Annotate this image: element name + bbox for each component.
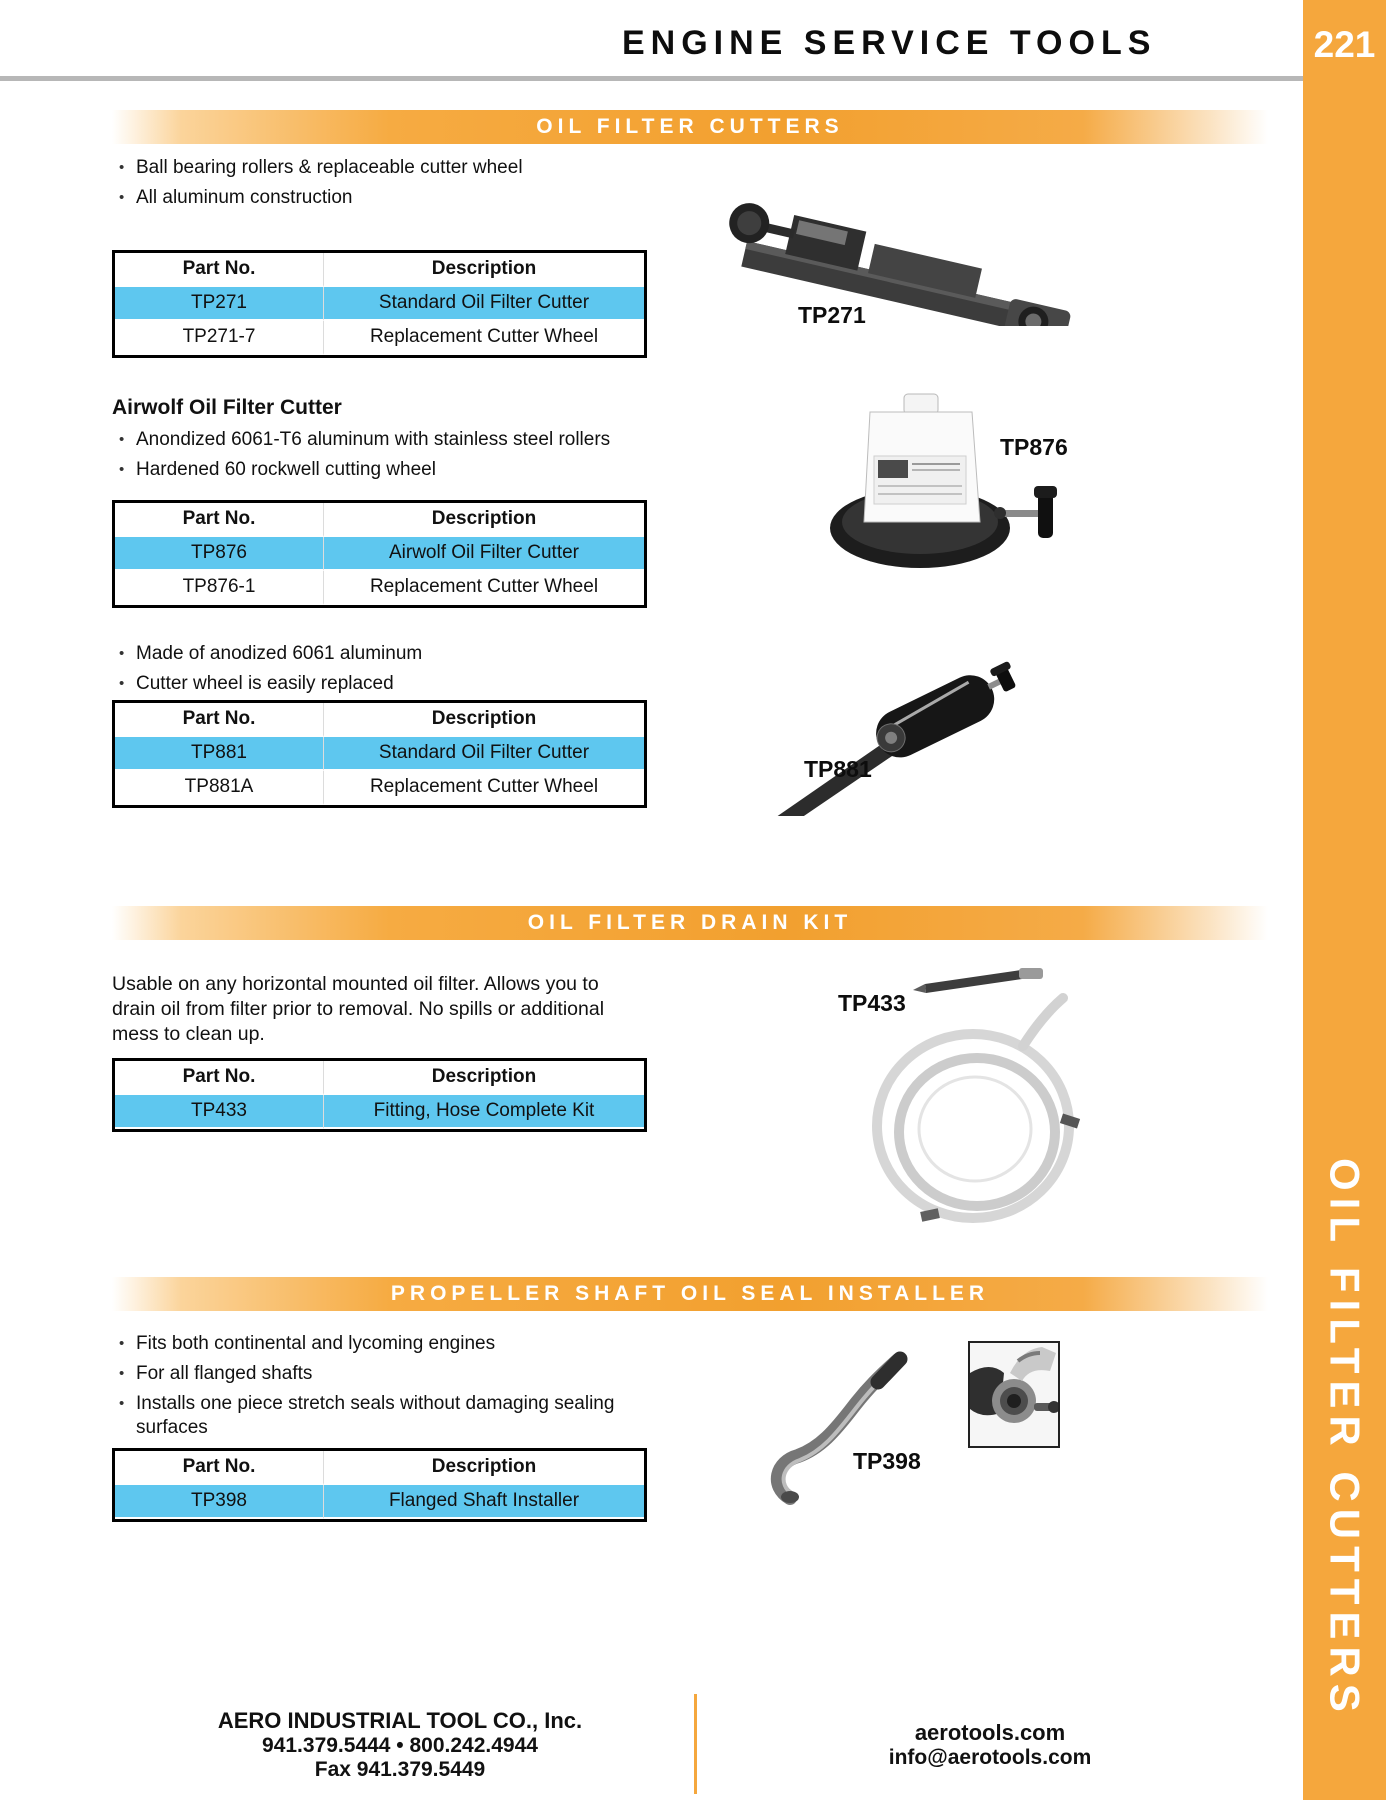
col-header-part-no: Part No. [115,1061,324,1095]
bullet-item: • Fits both continental and lycoming engines [112,1332,657,1356]
footer-phone-numbers: 941.379.5444 • 800.242.4944 [262,1734,538,1757]
tp398-application-photo [968,1341,1060,1448]
part-no-cell: TP271-7 [115,321,324,355]
table-row [115,737,644,771]
description-cell: Standard Oil Filter Cutter [324,737,644,771]
bullet-item: • For all flanged shafts [112,1362,657,1386]
airwolf-bullets [112,428,657,488]
parts-table-tp271 [112,250,647,358]
description-cell: Replacement Cutter Wheel [324,571,644,605]
footer-contact-block [820,1720,1160,1770]
col-header-part-no: Part No. [115,503,324,537]
header-divider-rule [0,76,1303,81]
tp271-product-photo [690,176,1090,326]
bullet-item: • All aluminum construction [112,186,657,210]
parts-table-tp881 [112,700,647,808]
col-header-description: Description [324,1451,644,1485]
bullet-item: • Anondized 6061-T6 aluminum with stainless steel rollers [112,428,657,452]
product-label-tp876: TP876 [1000,434,1068,460]
col-header-part-no: Part No. [115,703,324,737]
footer-company-name: AERO INDUSTRIAL TOOL CO., Inc. [217,1708,583,1733]
bullet-item: • Hardened 60 rockwell cutting wheel [112,458,657,482]
propeller-bullets [112,1332,657,1446]
description-cell: Replacement Cutter Wheel [324,771,644,805]
bullet-item: • Installs one piece stretch seals without damaging sealing surfaces [112,1392,657,1440]
part-no-cell: TP271 [115,287,324,321]
section-banner-oil-filter-cutters: OIL FILTER CUTTERS [112,110,1268,144]
tp881-product-photo [735,646,1025,816]
footer-website: aerotools.com [914,1720,1066,1745]
table-row [115,571,644,605]
tp881-bullets [112,642,657,702]
parts-table-tp433 [112,1058,647,1132]
footer-company-block [165,1708,635,1782]
description-cell: Airwolf Oil Filter Cutter [324,537,644,571]
drain-kit-paragraph: Usable on any horizontal mounted oil filter. Allows you to drain oil from filter prior to removal. No spills or additional mess to clean up. [112,972,605,1045]
sidebar [1303,0,1386,1800]
product-label-tp433: TP433 [838,990,906,1016]
col-header-description: Description [324,503,644,537]
tp876-product-photo [812,390,1067,575]
col-header-description: Description [324,703,644,737]
page-title: ENGINE SERVICE TOOLS [622,24,1157,62]
col-header-description: Description [324,1061,644,1095]
part-no-cell: TP433 [115,1095,324,1129]
parts-table-tp876 [112,500,647,608]
bullet-item: • Ball bearing rollers & replaceable cutter wheel [112,156,657,180]
table-row [115,537,644,571]
footer-email: info@aerotools.com [888,1746,1092,1769]
description-cell: Standard Oil Filter Cutter [324,287,644,321]
description-cell: Fitting, Hose Complete Kit [324,1095,644,1129]
description-cell: Replacement Cutter Wheel [324,321,644,355]
cutters-intro-bullets [112,156,657,216]
part-no-cell: TP881A [115,771,324,805]
sidebar-vertical-label: OIL FILTER CUTTERS [1321,1158,1369,1719]
section-banner-propeller-shaft-oil-seal-installer: PROPELLER SHAFT OIL SEAL INSTALLER [112,1277,1268,1311]
section-banner-oil-filter-drain-kit: OIL FILTER DRAIN KIT [112,906,1268,940]
page-number: 221 [1313,24,1376,65]
table-row [115,771,644,805]
tp398-product-photo [768,1336,933,1516]
description-cell: Flanged Shaft Installer [324,1485,644,1519]
part-no-cell: TP876 [115,537,324,571]
footer-divider [694,1694,697,1794]
table-row [115,287,644,321]
part-no-cell: TP881 [115,737,324,771]
table-row [115,1485,644,1519]
product-label-tp881: TP881 [804,756,872,782]
part-no-cell: TP398 [115,1485,324,1519]
bullet-item: • Cutter wheel is easily replaced [112,672,657,696]
airwolf-subheading: Airwolf Oil Filter Cutter [112,396,342,419]
table-row [115,1095,644,1129]
product-label-tp398: TP398 [853,1448,921,1474]
table-row [115,321,644,355]
col-header-part-no: Part No. [115,253,324,287]
col-header-part-no: Part No. [115,1451,324,1485]
col-header-description: Description [324,253,644,287]
product-label-tp271: TP271 [798,302,866,328]
footer-fax-number: Fax 941.379.5449 [314,1758,486,1781]
bullet-item: • Made of anodized 6061 aluminum [112,642,657,666]
part-no-cell: TP876-1 [115,571,324,605]
parts-table-tp398 [112,1448,647,1522]
